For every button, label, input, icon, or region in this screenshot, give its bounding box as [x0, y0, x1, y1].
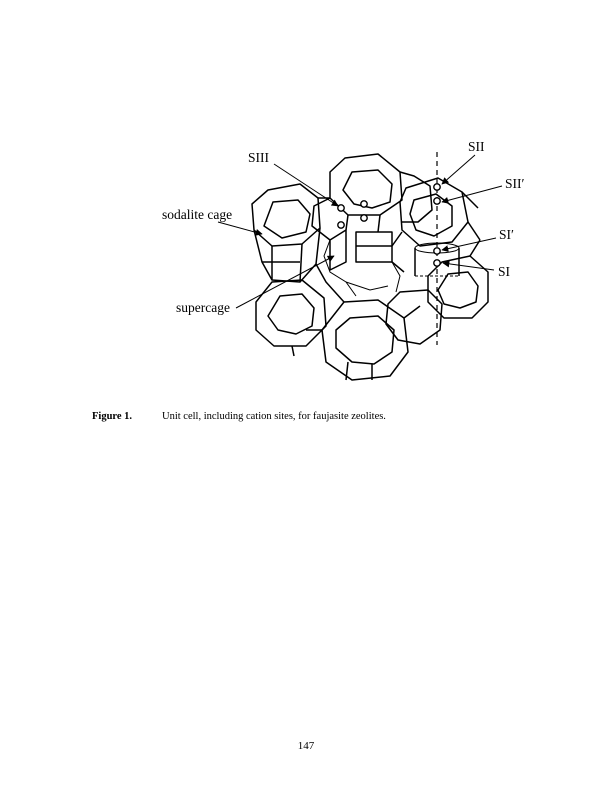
sodalite-cage-top	[312, 154, 432, 240]
sodalite-cage-bottom	[306, 300, 420, 380]
siii-site-2	[361, 201, 367, 207]
si-site	[434, 260, 440, 266]
sodalite-cage-left	[252, 184, 320, 282]
label-sodalite-cage: sodalite cage	[162, 207, 233, 222]
label-supercage: supercage	[176, 300, 230, 315]
sii-prime-site	[434, 198, 440, 204]
figure-caption-text: Unit cell, including cation sites, for faujasite zeolites.	[162, 411, 386, 422]
cation-sites	[338, 184, 440, 266]
zeolite-framework	[252, 152, 488, 380]
label-si: SI	[498, 264, 511, 279]
page-number: 147	[297, 740, 315, 752]
label-siii: SIII	[248, 150, 269, 165]
si-prime-site	[434, 248, 440, 254]
label-si-prime: SI′	[499, 227, 514, 242]
label-sii-prime: SII′	[505, 176, 525, 191]
siii-site-3	[361, 215, 367, 221]
figure-caption-label: Figure 1.	[92, 411, 133, 422]
siii-site-4	[338, 222, 344, 228]
label-sii: SII	[468, 139, 485, 154]
figure-caption	[92, 410, 552, 424]
sii-site	[434, 184, 440, 190]
siii-site-1	[338, 205, 344, 211]
